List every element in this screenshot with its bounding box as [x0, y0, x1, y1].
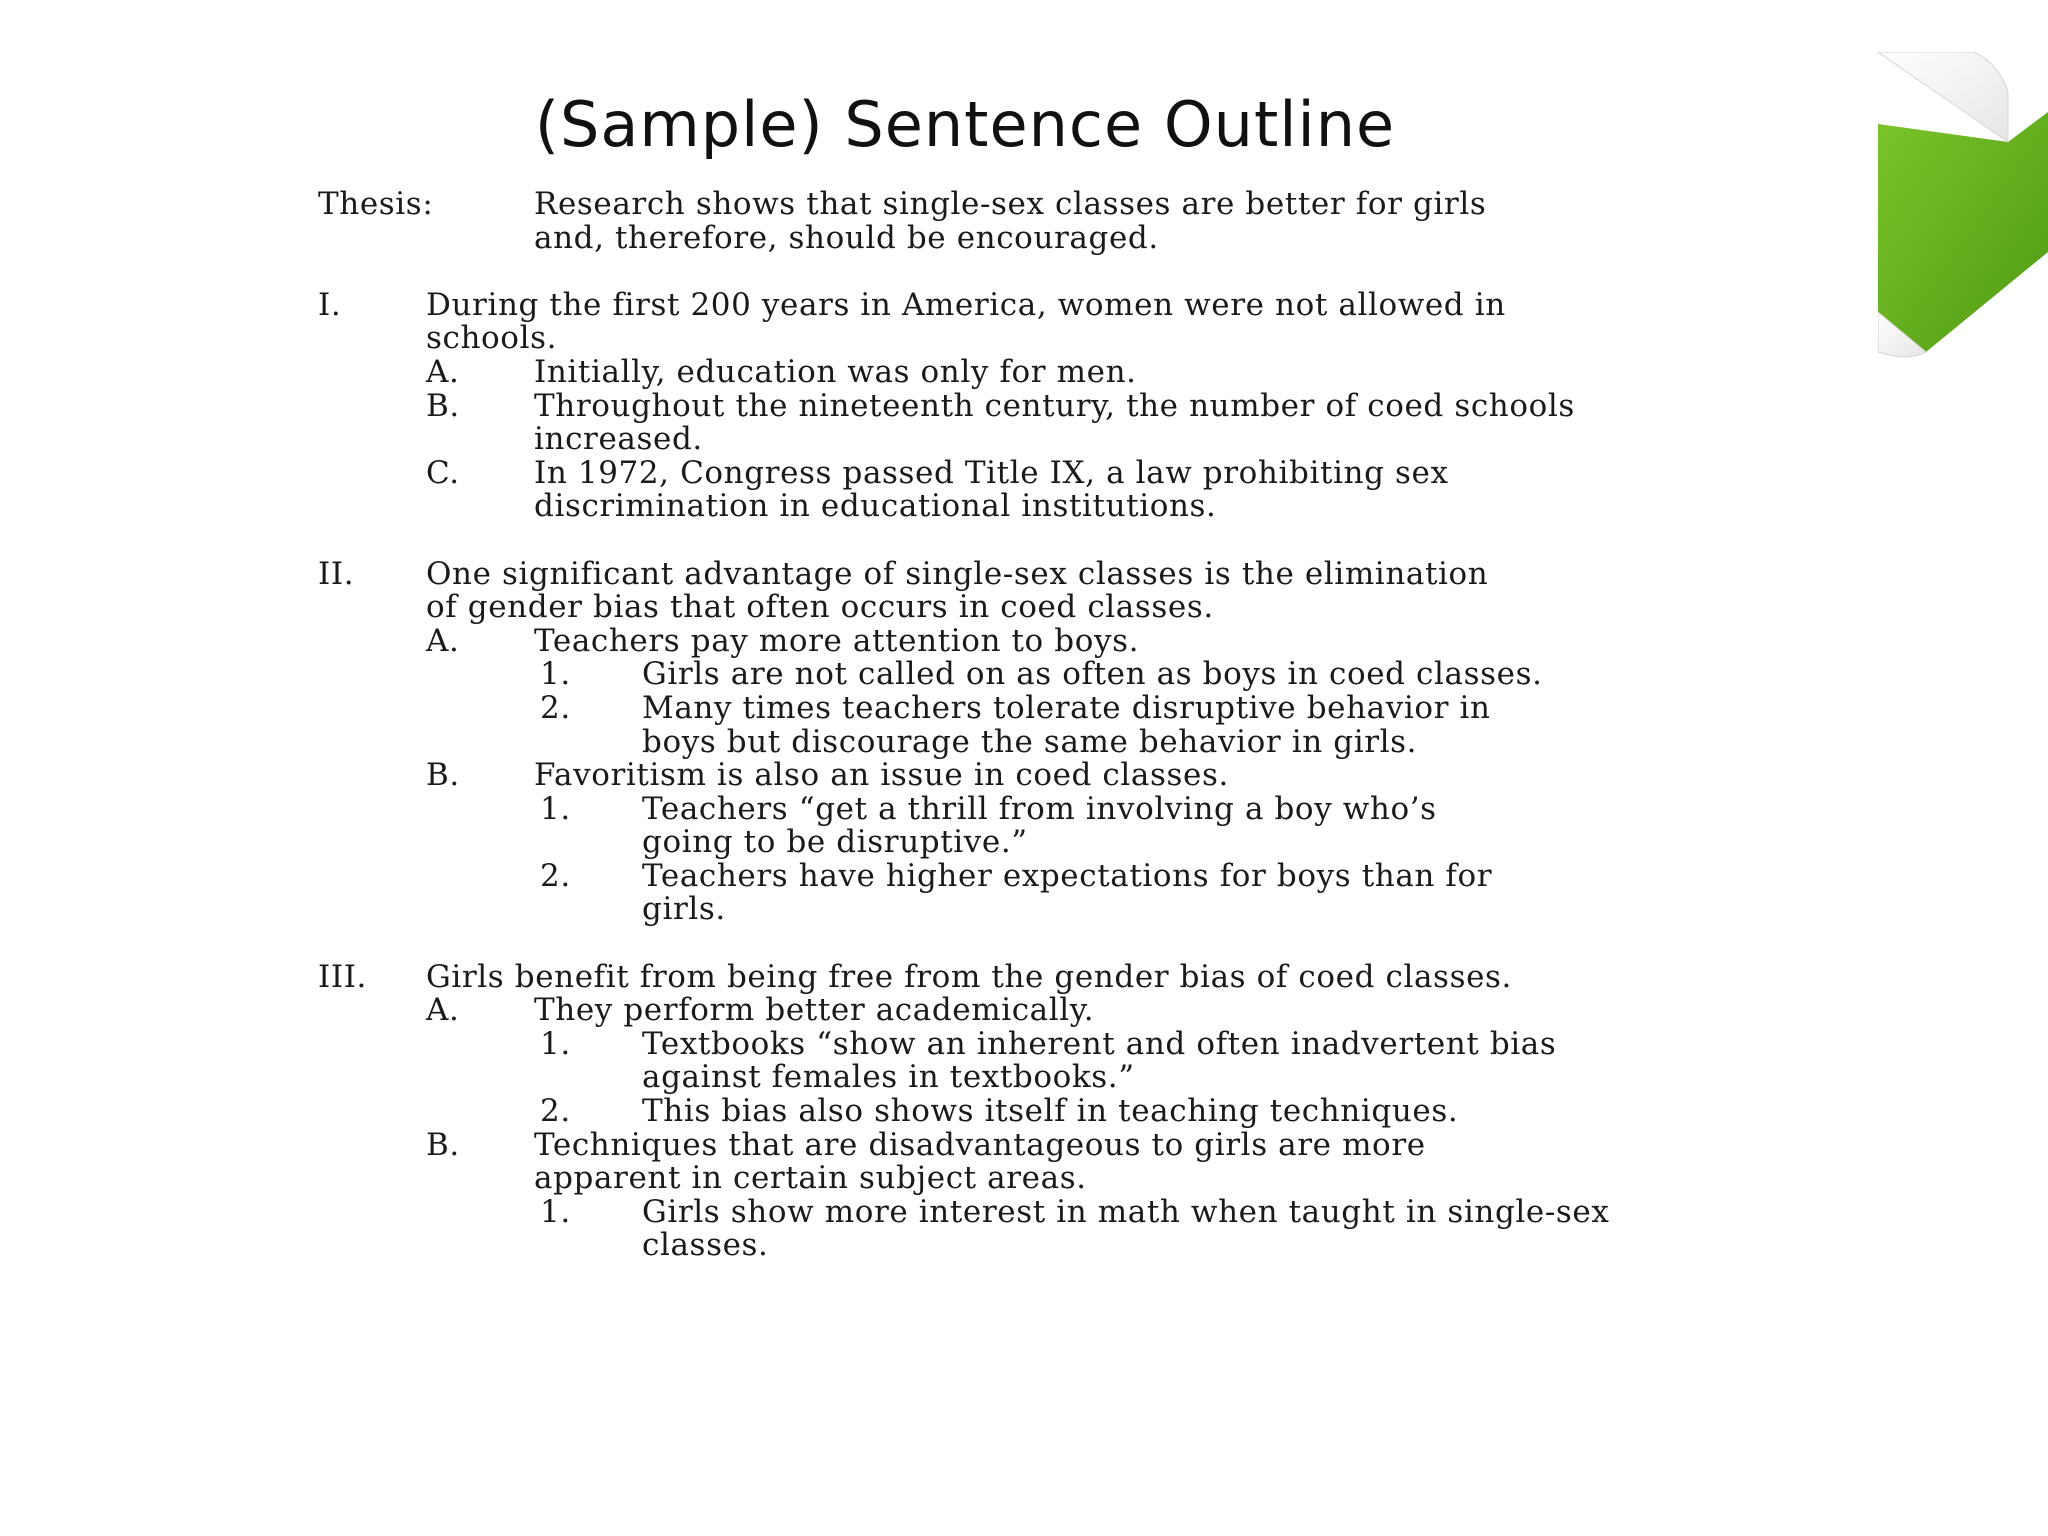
item-marker: B.: [426, 1126, 460, 1163]
outline-subitem: [318, 1025, 1618, 1096]
outline-item: [318, 454, 1618, 525]
section-text: During the first 200 years in America, women were not allowed in schools.: [426, 286, 1506, 357]
subitem-marker: 1.: [540, 656, 571, 693]
subitem-text: Girls show more interest in math when taught in single-sex classes.: [642, 1193, 1610, 1264]
outline-item: [318, 994, 1618, 1028]
outline-subitem: [318, 1095, 1618, 1129]
section-text: One significant advantage of single-sex classes is the elimination of gender bias that often occurs in coed classes.: [426, 555, 1489, 626]
item-text: Teachers pay more attention to boys.: [534, 622, 1140, 659]
subitem-text: Textbooks “show an inherent and often inadvertent bias against females in textbooks.”: [642, 1025, 1557, 1096]
thesis-row: [318, 188, 1618, 255]
subitem-text: Many times teachers tolerate disruptive behavior in boys but discourage the same behavior in girls.: [642, 689, 1491, 760]
thesis-text: Research shows that single-sex classes are better for girls and, therefore, should be encouraged.: [534, 186, 1487, 256]
outline-subitem: [318, 689, 1618, 760]
section-text: Girls benefit from being free from the gender bias of coed classes.: [426, 958, 1512, 995]
item-text: Throughout the nineteenth century, the number of coed schools increased.: [534, 387, 1575, 458]
item-text: In 1972, Congress passed Title IX, a law prohibiting sex discrimination in educational institutions.: [534, 454, 1449, 525]
outline-item: [318, 759, 1618, 793]
item-marker: A.: [426, 622, 460, 659]
section-marker: I.: [318, 286, 342, 323]
page-curl-decoration: [1878, 52, 2048, 362]
outline-item: [318, 1126, 1618, 1197]
item-text: They perform better academically.: [534, 992, 1095, 1029]
outline-subitem: [318, 658, 1618, 692]
outline-subitem: [318, 1193, 1618, 1264]
subitem-marker: 1.: [540, 1025, 571, 1062]
subitem-marker: 2.: [540, 857, 571, 894]
subitem-marker: 1.: [540, 1193, 571, 1230]
item-marker: A.: [426, 992, 460, 1029]
item-marker: C.: [426, 454, 460, 491]
subitem-marker: 1.: [540, 790, 571, 827]
subitem-marker: 2.: [540, 689, 571, 726]
outline-subitem: [318, 790, 1618, 861]
item-text: Techniques that are disadvantageous to girls are more apparent in certain subject areas.: [534, 1126, 1426, 1197]
outline-item: [318, 387, 1618, 458]
section-iii: [318, 958, 1618, 995]
outline: [318, 188, 1618, 1263]
item-marker: B.: [426, 757, 460, 794]
outline-item: [318, 622, 1618, 659]
subitem-marker: 2.: [540, 1093, 571, 1130]
section-ii: [318, 555, 1618, 626]
section-i: [318, 286, 1618, 357]
green-page-shape: [1878, 112, 2048, 352]
subitem-text: Girls are not called on as often as boys in coed classes.: [642, 656, 1543, 693]
outline-item: [318, 353, 1618, 390]
section-marker: III.: [318, 958, 367, 995]
item-marker: A.: [426, 353, 460, 390]
subitem-text: Teachers have higher expectations for boys than for girls.: [642, 857, 1493, 928]
outline-subitem: [318, 857, 1618, 928]
item-text: Favoritism is also an issue in coed classes.: [534, 757, 1229, 794]
subitem-text: Teachers “get a thrill from involving a boy who’s going to be disruptive.”: [642, 790, 1437, 861]
section-marker: II.: [318, 555, 355, 592]
thesis-label: Thesis:: [318, 186, 434, 222]
subitem-text: This bias also shows itself in teaching techniques.: [642, 1093, 1459, 1130]
item-marker: B.: [426, 387, 460, 424]
slide-title: (Sample) Sentence Outline: [534, 88, 1396, 161]
item-text: Initially, education was only for men.: [534, 353, 1137, 390]
